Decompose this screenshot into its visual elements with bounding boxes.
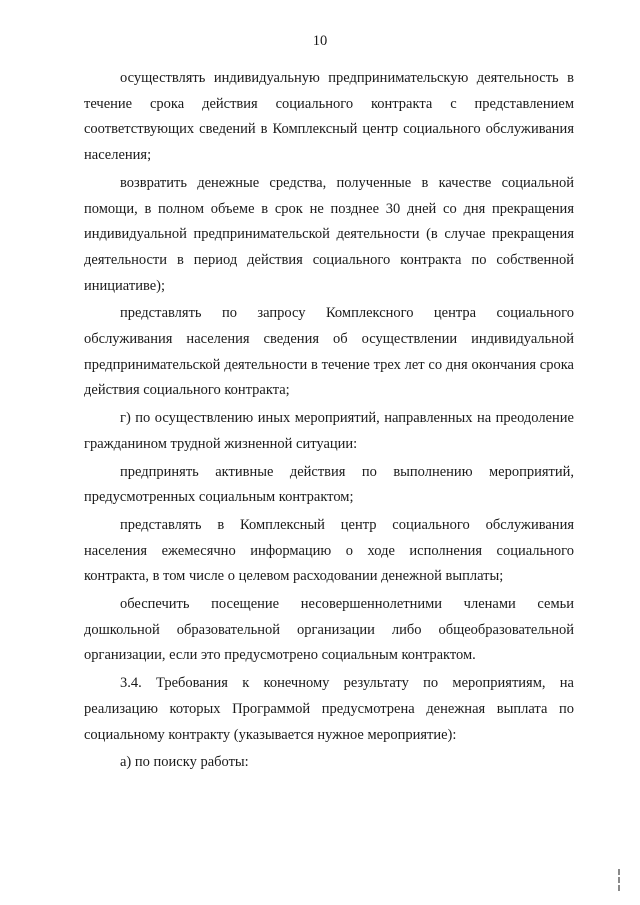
paragraph-job-search: а) по поиску работы: — [120, 754, 249, 771]
paragraph-other-measures: г) по осуществлению иных мероприятий, направленных на преодоление гражданином трудной жизненной ситуации: — [84, 410, 574, 452]
paragraph-school-attendance: обеспечить посещение несовершеннолетними членами семьи дошкольной образовательной организации либо общеобразовательной организации, если это предусмотрено социальным контрактом. — [84, 596, 574, 664]
page-number: 10 — [312, 33, 328, 49]
paragraph-monthly-info: представлять в Комплексный центр социального обслуживания населения ежемесячно информацию о ходе исполнения социального контракта, в том числе о целевом расходовании денежной выплаты; — [84, 516, 574, 585]
document-body — [84, 66, 574, 778]
paragraph-refund-funds: возвратить денежные средства, полученные в качестве социальной помощи, в полном объеме в срок не позднее 30 дней со дня прекращения индивидуальной предпринимательской деятельности (в случае прекращения деятельности в период действия социального контракта по собственной инициативе); — [84, 174, 574, 294]
paragraph-business-activity: осуществлять индивидуальную предпринимательскую деятельность в течение срока действия социального контракта с представлением соответствующих сведений в Комплексный центр социального обслуживания населения; — [84, 70, 574, 164]
paragraph-report-on-request: представлять по запросу Комплексного центра социального обслуживания населения сведения об осуществлении индивидуальной предпринимательской деятельности в течение трех лет со дня окончания срока действия социального контракта; — [84, 305, 574, 399]
paragraph-section-3-4: 3.4. Требования к конечному результату по мероприятиям, на реализацию которых Программой предусмотрена денежная выплата по социальному контракту (указывается нужное мероприятие): — [84, 675, 574, 743]
paragraph-active-actions: предпринять активные действия по выполнению мероприятий, предусмотренных социальным контрактом; — [84, 463, 574, 506]
scan-edge-marks — [614, 867, 624, 897]
